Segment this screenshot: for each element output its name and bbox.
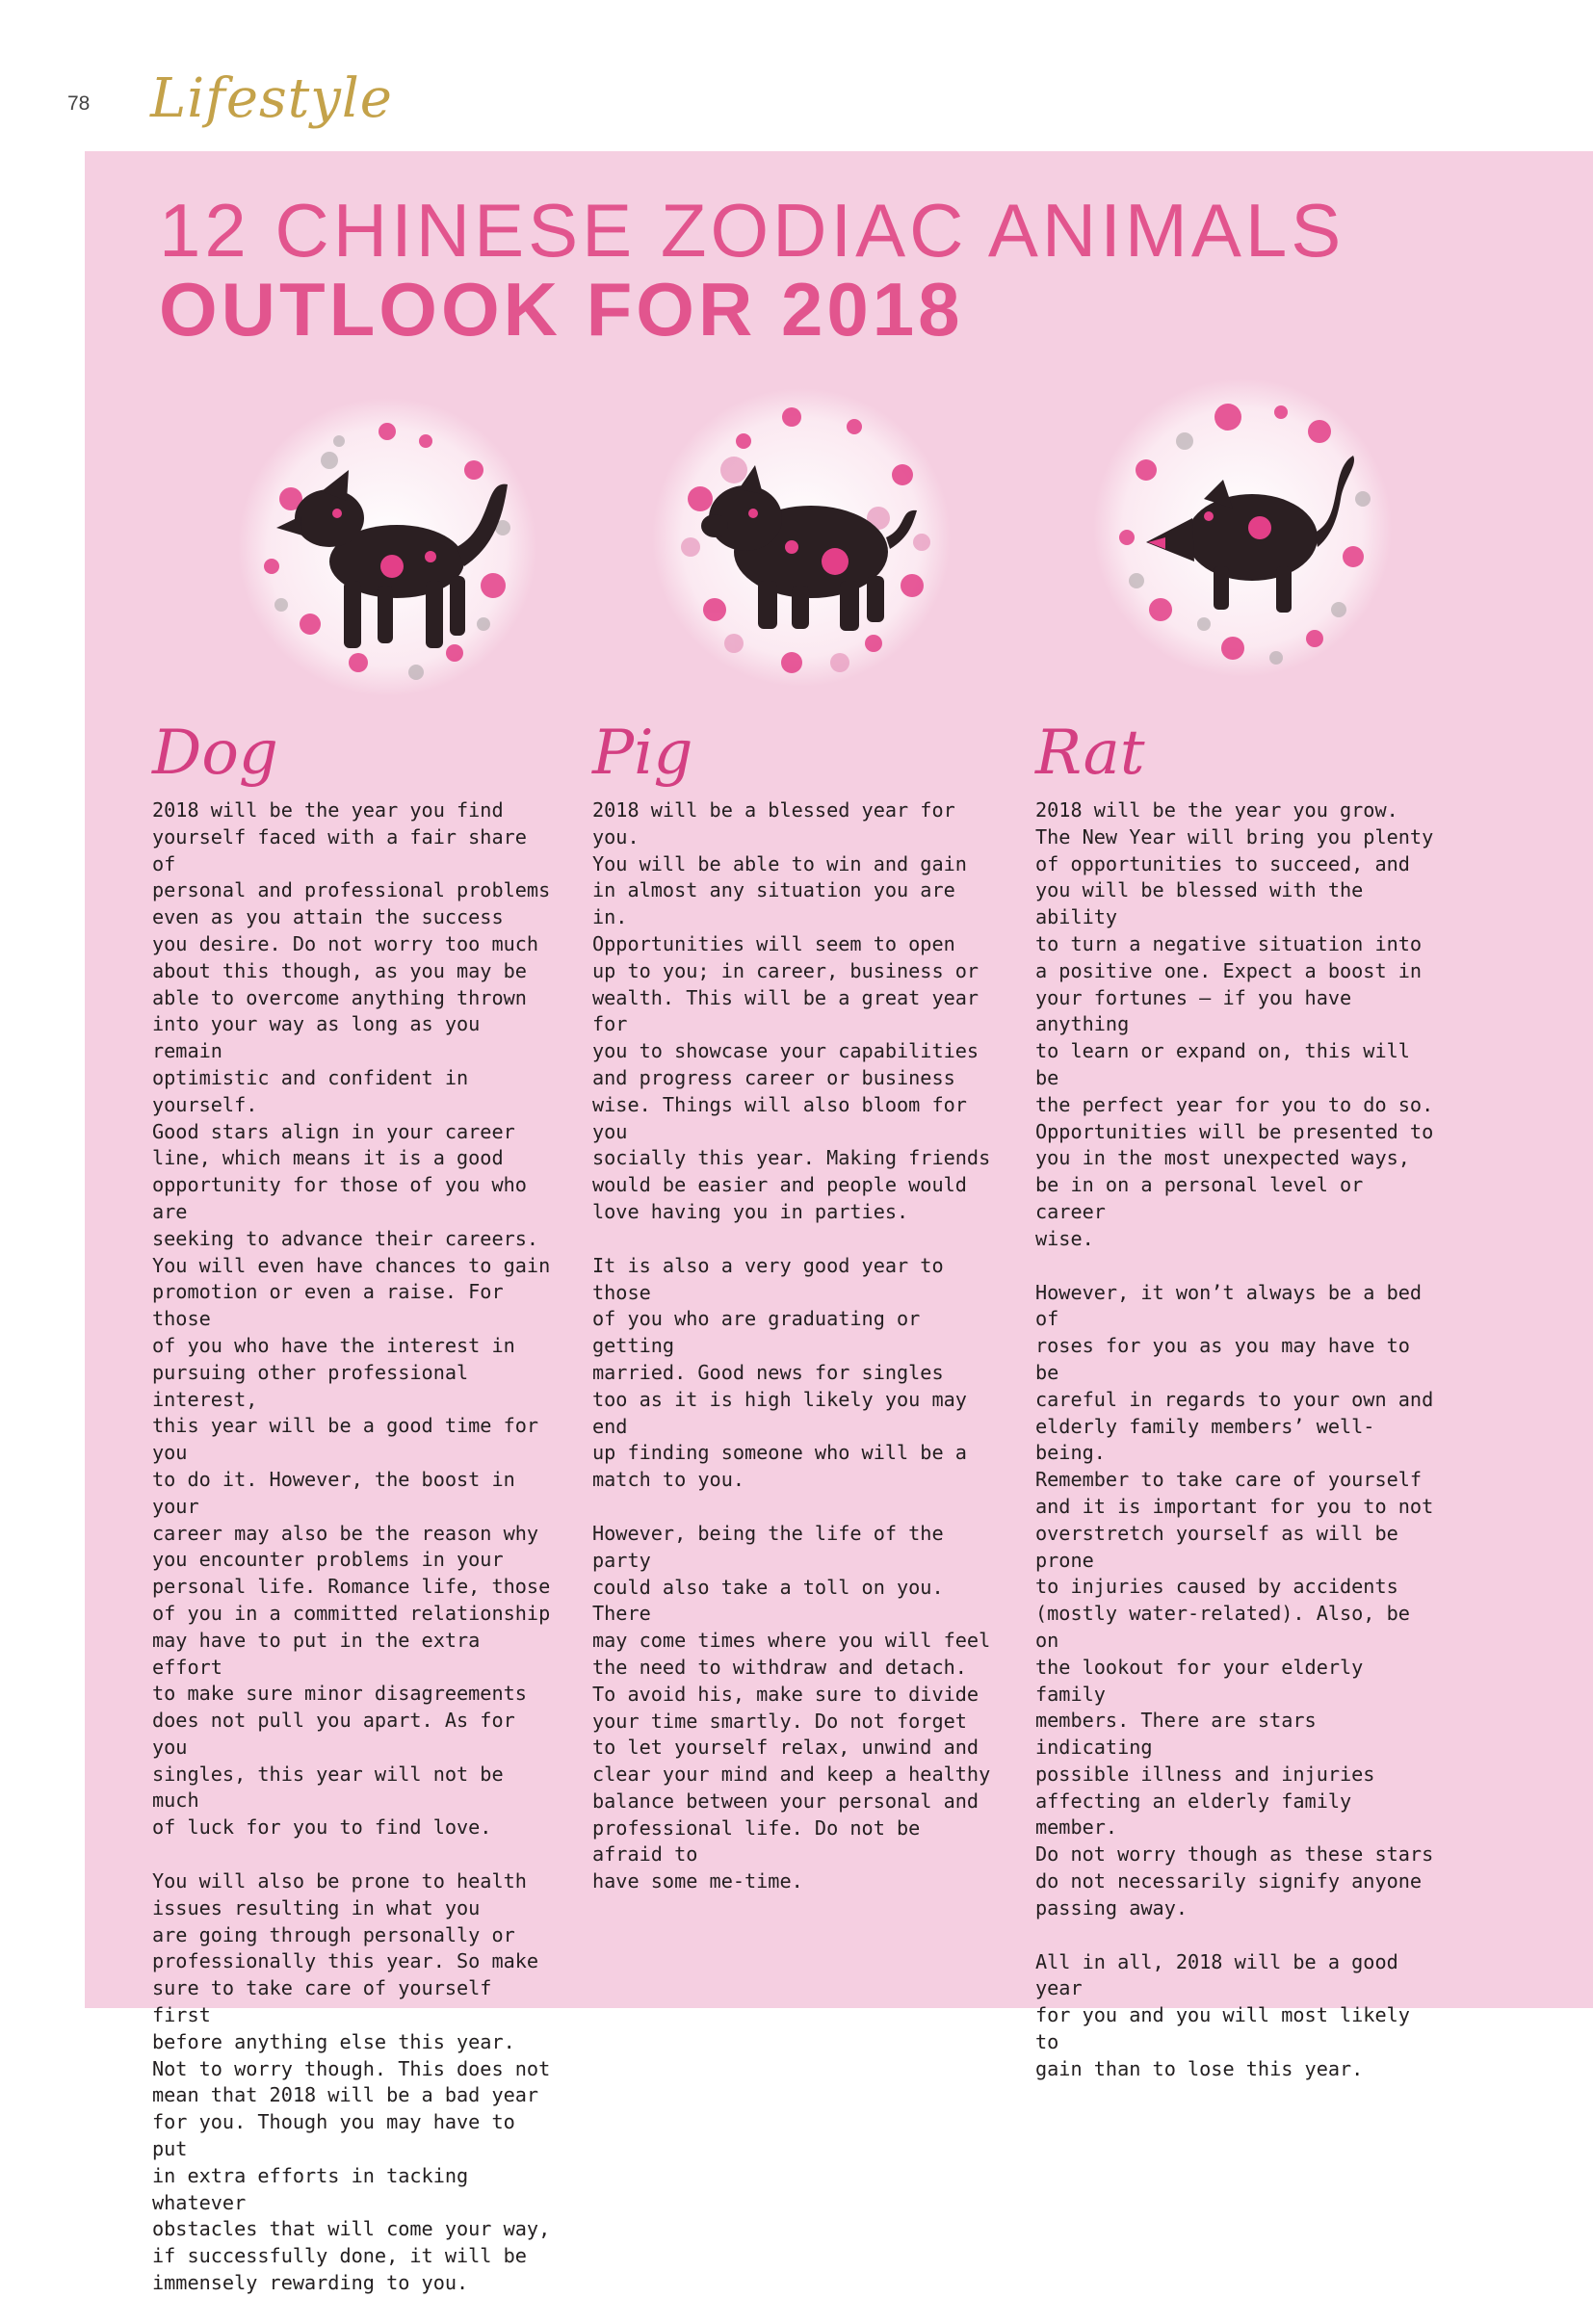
dog-column <box>152 718 561 2324</box>
article-title: 12 CHINESE ZODIAC ANIMALS <box>159 188 1345 273</box>
rat-column <box>1035 718 1445 2110</box>
pig-medallion-icon <box>647 383 955 692</box>
paragraph: 2018 will be a blessed year for you. You will be able to win and gain in almost any situation you are in. Opportunities will seem to open up to you; in career, business or wealth. This will be a great year for you to showcase your capabilities and progress career or business wise. Things will also bloom for you socially this year. Making friends would be easier and people would love having you in parties. <box>592 798 991 1223</box>
section-title: Lifestyle <box>150 67 393 130</box>
paragraph: 2018 will be the year you find yourself faced with a fair share of personal and professional problems even as you attain the success you desire. Do not worry too much about this though, as you may be able to overcome anything thrown into your way as long as you remain optimistic and confident in yourself. Good stars align in your career line, which means it is a good opportunity for those of you who are seeking to advance their careers. You will even have chances to gain promotion or even a raise. For those of you who have the interest in pursuing other professional interest, this year will be a good time for you to do it. However, the boost in your career may also be the reason why you encounter problems in your personal life. Romance life, those of you in a committed relationship may have to put in the extra effort to make sure minor disagreements does not pull you apart. As for you singles, this year will not be much of luck for you to find love. <box>152 798 551 1840</box>
animal-heading: Dog <box>152 718 278 789</box>
animal-heading: Rat <box>1035 718 1145 789</box>
paragraph: However, it won’t always be a bed of roses for you as you may have to be careful in regards to your own and elderly family members’ well-being. Remember to take care of yourself and it is important for you to not overstretch yourself as will be prone to injuries caused by accidents (mostly water-related). Also, be on the lookout for your elderly family members. There are stars indicating possible illness and injuries affecting an elderly family member. Do not worry though as these stars do not necessarily signify anyone passing away. <box>1035 1280 1434 1919</box>
page-number: 78 <box>67 92 91 115</box>
article-subtitle: OUTLOOK FOR 2018 <box>159 267 964 352</box>
paragraph: All in all, 2018 will be a good year for you and you will most likely to gain than to lose this year. <box>1035 1949 1410 2080</box>
paragraph: You will also be prone to health issues resulting in what you are going through personally or professionally this year. So make sure to take care of yourself first before anything else this year. Not to worry though. This does not mean that 2018 will be a bad year for you. Though you may have to put in extra efforts in tacking whatever obstacles that will come your way, if successfully done, it will be immensely rewarding to you. <box>152 1869 551 2295</box>
page-header <box>67 67 645 154</box>
dog-medallion-icon <box>233 393 541 701</box>
paragraph: It is also a very good year to those of you who are graduating or getting married. Good news for singles too as it is high likely you may end up finding someone who will be a match to you. <box>592 1253 967 1492</box>
animal-heading: Pig <box>592 718 693 789</box>
paragraph: 2018 will be the year you grow. The New Year will bring you plenty of opportunities to succeed, and you will be blessed with the ability to turn a negative situation into a positive one. Expect a boost in your fortunes – if you have anything to learn or expand on, this will be the perfect year for you to do so. Opportunities will be presented to you in the most unexpected ways, be in on a personal level or career wise. <box>1035 798 1434 1250</box>
pig-column <box>592 718 1002 1922</box>
paragraph: However, being the life of the party could also take a toll on you. There may come times where you will feel the need to withdraw and detach. To avoid his, make sure to divide your time smartly. Do not forget to let yourself relax, unwind and clear your mind and keep a healthy balance between your personal and professional life. Do not be afraid to have some me-time. <box>592 1521 991 1893</box>
rat-medallion-icon <box>1088 374 1397 682</box>
